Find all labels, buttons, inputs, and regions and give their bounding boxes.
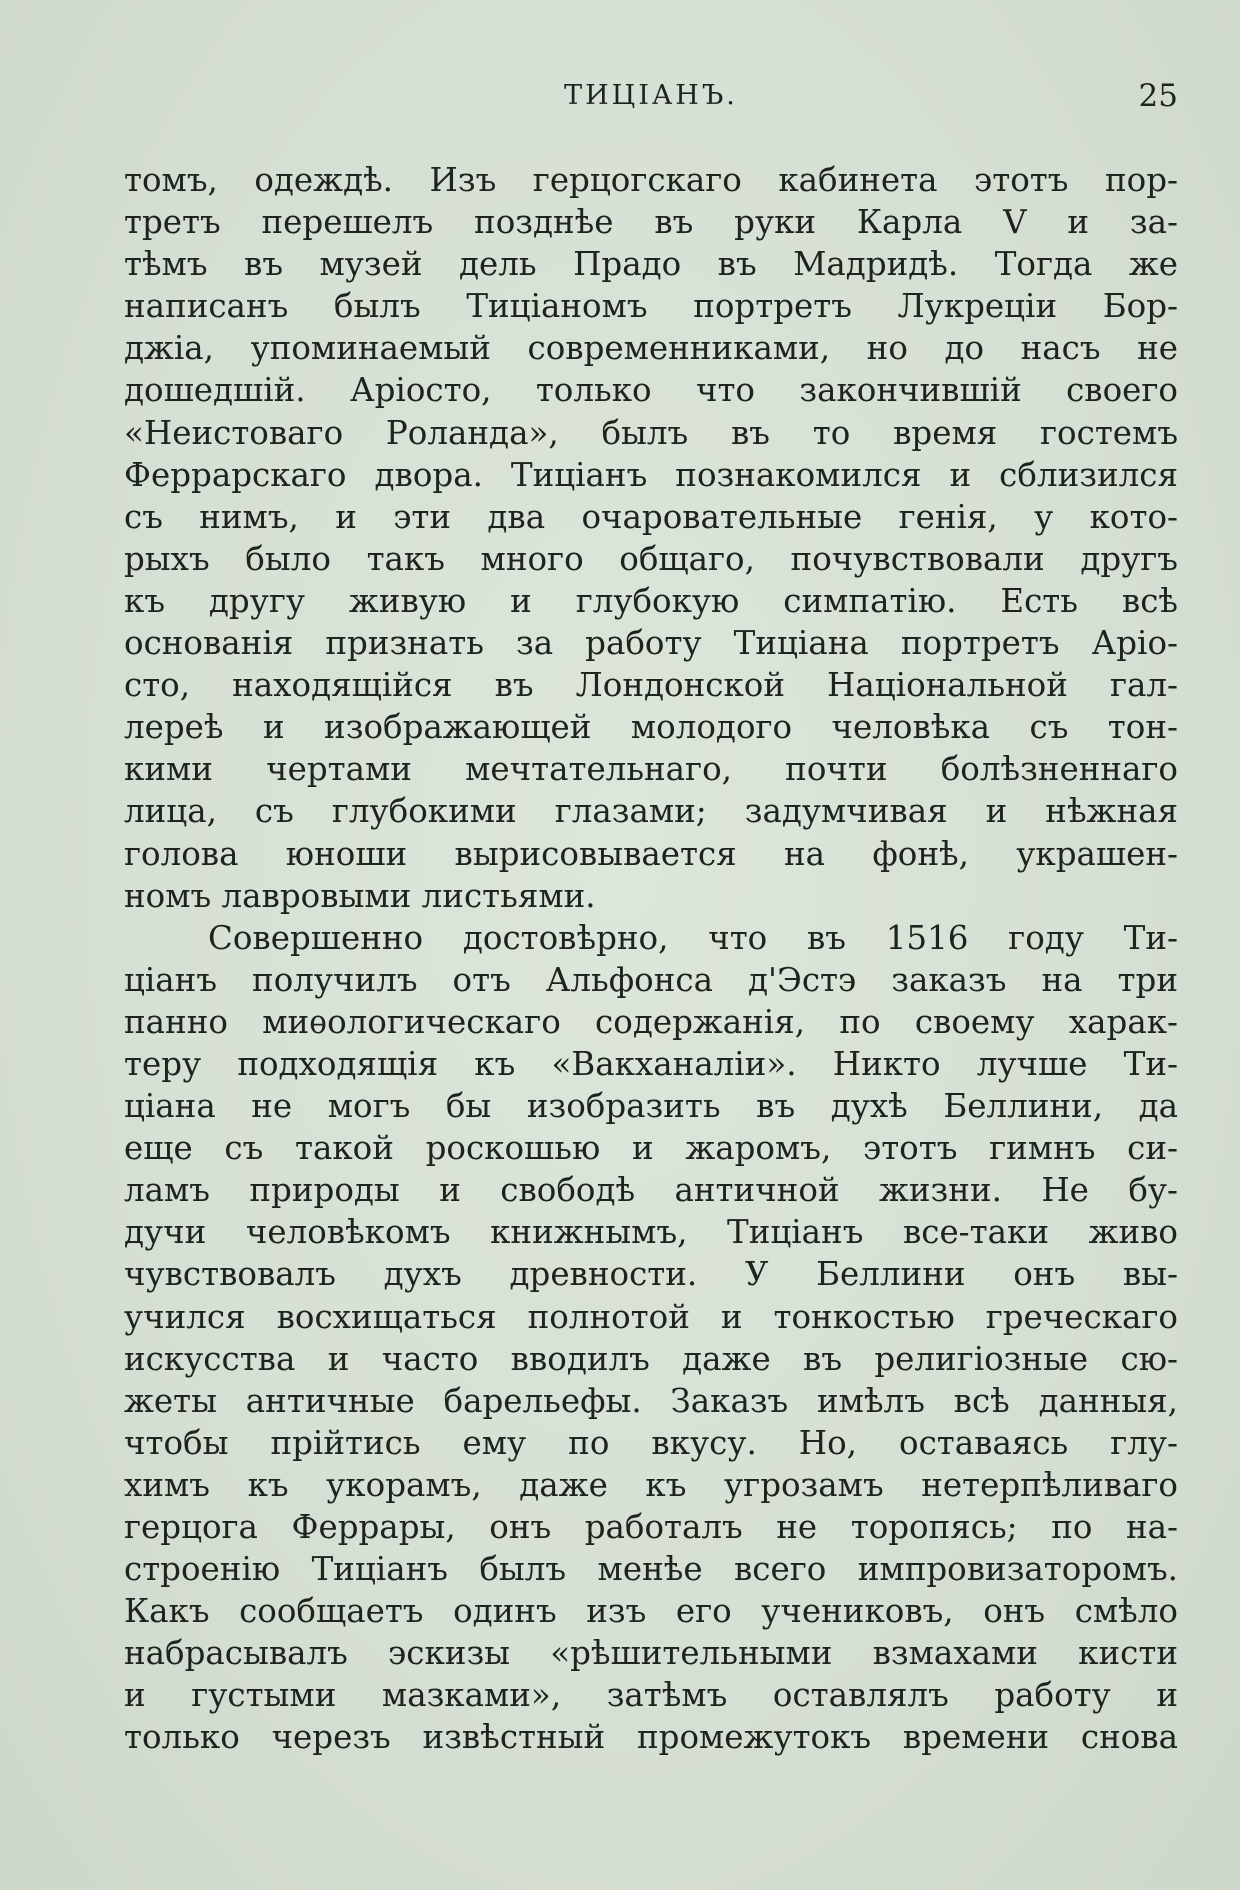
running-head <box>124 80 1178 120</box>
text-line: тѣмъ въ музей дель Прадо въ Мадридѣ. Тогда же <box>124 245 1178 284</box>
text-line: дучи человѣкомъ книжнымъ, Тиціанъ все-таки живо <box>124 1213 1178 1252</box>
page-number: 25 <box>1138 78 1178 114</box>
text-line: написанъ былъ Тиціаномъ портретъ Лукреціи Бор- <box>124 287 1178 326</box>
text-line: рыхъ было такъ много общаго, почувствовали другъ <box>124 539 1178 578</box>
running-title: ТИЦІАНЪ. <box>564 80 738 111</box>
text-line: еще съ такой роскошью и жаромъ, этотъ гимнъ си- <box>124 1129 1178 1168</box>
text-line: лереѣ и изображающей молодого человѣка съ тон- <box>124 708 1178 747</box>
text-line: теру подходящія къ «Вакханаліи». Никто лучше Ти- <box>124 1044 1178 1083</box>
text-line: лица, съ глубокими глазами; задумчивая и нѣжная <box>124 792 1178 831</box>
text-line: чтобы прійтись ему по вкусу. Но, оставаясь глу- <box>124 1423 1178 1462</box>
text-line: дошедшій. Аріосто, только что закончившій своего <box>124 371 1178 410</box>
text-line: сто, находящійся въ Лондонской Національной гал- <box>124 666 1178 705</box>
text-line: томъ, одеждѣ. Изъ герцогскаго кабинета этотъ пор- <box>124 161 1178 199</box>
text-line: химъ къ укорамъ, даже къ угрозамъ нетерпѣливаго <box>124 1465 1178 1504</box>
text-line: герцога Феррары, онъ работалъ не торопясь; по на- <box>124 1508 1178 1546</box>
text-line: учился восхищаться полнотой и тонкостью греческаго <box>124 1297 1178 1336</box>
text-line: Феррарскаго двора. Тиціанъ познакомился и сблизился <box>124 455 1178 494</box>
text-line: съ нимъ, и эти два очаровательные генія, у кото- <box>124 497 1178 536</box>
text-line: ламъ природы и свободѣ античной жизни. Не бу- <box>124 1171 1178 1210</box>
text-line: третъ перешелъ позднѣе въ руки Карла V и за- <box>124 203 1178 242</box>
text-line: и густыми мазками», затѣмъ оставлялъ работу и <box>124 1676 1178 1715</box>
text-line: «Неистоваго Роланда», былъ въ то время гостемъ <box>124 413 1178 452</box>
text-line: ціанъ получилъ отъ Альфонса д'Эстэ заказъ на три <box>124 960 1178 999</box>
text-line: только черезъ извѣстный промежутокъ времени снова <box>124 1718 1178 1757</box>
text-line: искусства и часто вводилъ даже въ религіозные сю- <box>124 1339 1178 1378</box>
text-line: чувствовалъ духъ древности. У Беллини онъ вы- <box>124 1255 1178 1294</box>
paragraph-last-line: номъ лавровыми листьями. <box>124 876 596 915</box>
text-line: къ другу живую и глубокую симпатію. Есть всѣ <box>124 581 1178 620</box>
text-line: панно миѳологическаго содержанія, по своему харак- <box>124 1002 1178 1041</box>
text-line: жеты античные барельефы. Заказъ имѣлъ всѣ данныя, <box>124 1381 1178 1420</box>
paragraph-first-line: Совершенно достовѣрно, что въ 1516 году Ти- <box>208 918 1178 957</box>
text-line: джіа, упоминаемый современниками, но до насъ не <box>124 329 1178 368</box>
text-line: основанія признать за работу Тиціана портретъ Аріо- <box>124 624 1178 663</box>
text-line: кими чертами мечтательнаго, почти болѣзненнаго <box>124 750 1178 789</box>
text-line: Какъ сообщаетъ одинъ изъ его учениковъ, онъ смѣло <box>124 1592 1178 1631</box>
text-line: набрасывалъ эскизы «рѣшительными взмахами кисти <box>124 1634 1178 1673</box>
text-line: строенію Тиціанъ былъ менѣе всего импровизаторомъ. <box>124 1550 1178 1589</box>
text-line: голова юноши вырисовывается на фонѣ, украшен- <box>124 834 1178 873</box>
body-text <box>124 159 1178 1759</box>
text-line: ціана не могъ бы изобразить въ духѣ Беллини, да <box>124 1087 1178 1126</box>
